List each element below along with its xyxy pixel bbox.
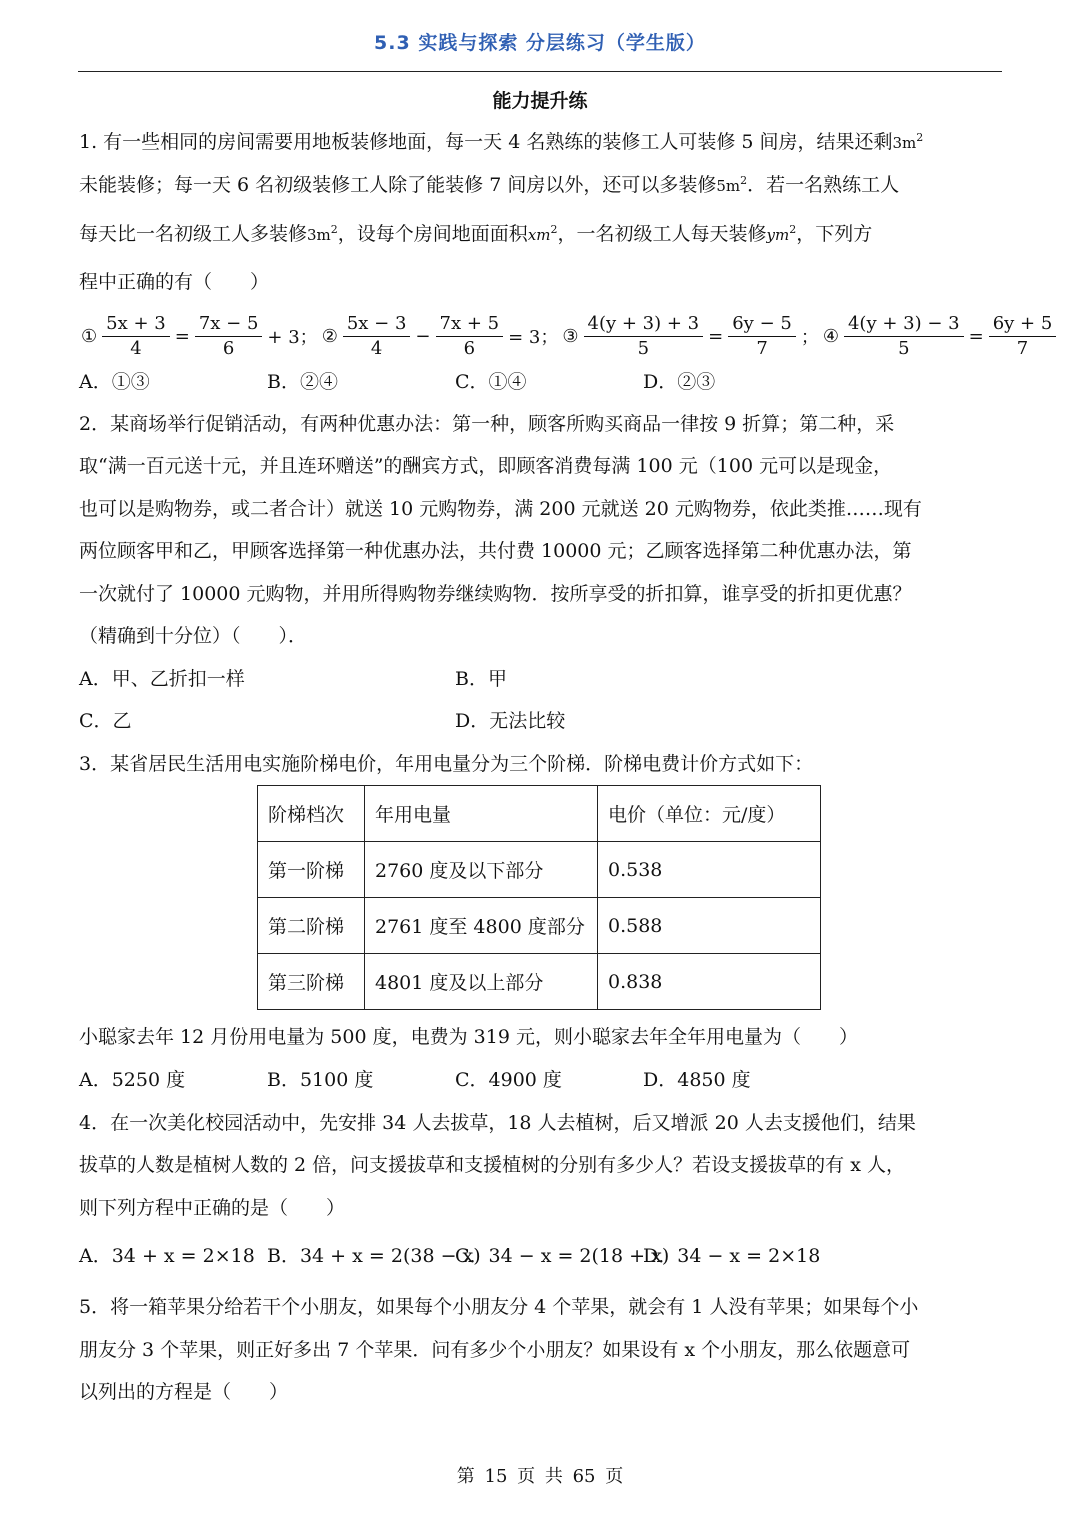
table-cell: 0.588 <box>598 898 821 954</box>
fraction: $\frac{7x + 5}{6}$ <box>436 313 504 359</box>
table-header-cell: 阶梯档次 <box>258 786 365 842</box>
q1-line-3: 每天比一名初级工人多装修$3m^2$，设每个房间地面面积$xm^2$，一名初级工人每天装修$ym^2$，下列方 <box>79 223 873 245</box>
q2-line-1: 2．某商场举行促销活动，有两种优惠办法：第一种，顾客所购买商品一律按 9 折算；第二种，采 <box>79 413 895 435</box>
q3-option-b[interactable]: B．5100 度 <box>267 1069 374 1091</box>
q4-line-3: 则下列方程中正确的是（ ） <box>79 1197 346 1219</box>
q4-option-c[interactable]: C．34 − x = 2(18 + x) <box>455 1245 670 1267</box>
q3-option-a[interactable]: A．5250 度 <box>79 1069 186 1091</box>
table-row <box>258 954 821 1010</box>
fraction: $\frac{6y + 5}{7}$ <box>989 313 1057 359</box>
q1-equations: ① $\frac{5x + 3}{4}$ = $\frac{7x - 5}{6}$ + 3； ② $\frac{5x - 3}{4}$ − $\frac{7x + 5}{6}$ = 3； ③ $\frac{4(y + 3) + 3}{5}$ = $\frac{6y - 5}{7}$ ； ④ $\frac{4(y + 3) - 3}{5}$ = $\frac{6y + 5}{7}$ <box>79 308 1059 364</box>
table-cell: 第三阶梯 <box>258 954 365 1010</box>
q1-option-d[interactable]: D．②③ <box>643 371 716 393</box>
table-header-cell: 电价（单位：元/度） <box>598 786 821 842</box>
fraction: $\frac{7x - 5}{6}$ <box>195 313 263 359</box>
fraction: $\frac{4(y + 3) - 3}{5}$ <box>844 313 964 359</box>
q3-option-d[interactable]: D．4850 度 <box>643 1069 751 1091</box>
fraction: $\frac{6y - 5}{7}$ <box>728 313 796 359</box>
table-row <box>258 842 821 898</box>
header-rule <box>78 71 1002 72</box>
table-cell: 第一阶梯 <box>258 842 365 898</box>
table-header-cell: 年用电量 <box>365 786 598 842</box>
tariff-table <box>257 785 821 1010</box>
q4-option-a[interactable]: A．34 + x = 2×18 <box>79 1245 255 1267</box>
q5-line-2: 朋友分 3 个苹果，则正好多出 7 个苹果．问有多少个小朋友？如果设有 x 个小朋友，那么依题意可 <box>79 1339 911 1361</box>
q5-line-1: 5．将一箱苹果分给若干个小朋友，如果每个小朋友分 4 个苹果，就会有 1 人没有苹果；如果每个小 <box>79 1296 919 1318</box>
table-cell: 0.538 <box>598 842 821 898</box>
q1-line-1: 1. 有一些相同的房间需要用地板装修地面，每一天 4 名熟练的装修工人可装修 5 间房，结果还剩$3m^2$ <box>79 131 924 153</box>
table-row <box>258 898 821 954</box>
q3-intro: 3．某省居民生活用电实施阶梯电价，年用电量分为三个阶梯．阶梯电费计价方式如下： <box>79 753 814 775</box>
table-cell: 2760 度及以下部分 <box>365 842 598 898</box>
q2-line-5: 一次就付了 10000 元购物，并用所得购物券继续购物．按所享受的折扣算，谁享受的折扣更优惠？ <box>79 583 912 605</box>
q5-line-3: 以列出的方程是（ ） <box>79 1381 289 1403</box>
q2-line-4: 两位顾客甲和乙，甲顾客选择第一种优惠办法，共付费 10000 元；乙顾客选择第二种优惠办法，第 <box>79 540 912 562</box>
table-header-row <box>258 786 821 842</box>
q1-option-a[interactable]: A．①③ <box>79 371 150 393</box>
q2-line-3: 也可以是购物券，或二者合计）就送 10 元购物券，满 200 元就送 20 元购物券，依此类推……现有 <box>79 498 922 520</box>
q2-line-2: 取“满一百元送十元，并且连环赠送”的酬宾方式，即顾客消费每满 100 元（100 元可以是现金， <box>79 455 893 477</box>
q4-option-b[interactable]: B．34 + x = 2(38 − x) <box>267 1245 481 1267</box>
table-cell: 0.838 <box>598 954 821 1010</box>
section-title: 能力提升练 <box>492 90 588 112</box>
q2-option-b[interactable]: B．甲 <box>455 668 507 690</box>
q4-line-1: 4．在一次美化校园活动中，先安排 34 人去拔草，18 人去植树，后又增派 20 人去支援他们，结果 <box>79 1112 916 1134</box>
page-footer: 第 15 页 共 65 页 <box>456 1466 624 1487</box>
table-cell: 第二阶梯 <box>258 898 365 954</box>
q4-line-2: 拔草的人数是植树人数的 2 倍，问支援拔草和支援植树的分别有多少人？若设支援拔草的有 x 人， <box>79 1154 905 1176</box>
q1-option-b[interactable]: B．②④ <box>267 371 338 393</box>
q1-option-c[interactable]: C．①④ <box>455 371 527 393</box>
q3-question: 小聪家去年 12 月份用电量为 500 度，电费为 319 元，则小聪家去年全年用电量为（ ） <box>79 1026 858 1048</box>
q2-option-c[interactable]: C．乙 <box>79 710 132 732</box>
table-cell: 4801 度及以上部分 <box>365 954 598 1010</box>
fraction: $\frac{4(y + 3) + 3}{5}$ <box>584 313 704 359</box>
fraction: $\frac{5x + 3}{4}$ <box>102 313 170 359</box>
page-header-title: 5.3 实践与探索 分层练习（学生版） <box>374 32 706 54</box>
q1-line-4: 程中正确的有（ ） <box>79 271 270 293</box>
table-cell: 2761 度至 4800 度部分 <box>365 898 598 954</box>
q3-option-c[interactable]: C．4900 度 <box>455 1069 562 1091</box>
q2-line-6: （精确到十分位）（ ）． <box>79 625 308 647</box>
q2-option-d[interactable]: D．无法比较 <box>455 710 566 732</box>
fraction: $\frac{5x - 3}{4}$ <box>343 313 411 359</box>
q4-option-d[interactable]: D．34 − x = 2×18 <box>643 1245 821 1267</box>
q2-option-a[interactable]: A．甲、乙折扣一样 <box>79 668 245 690</box>
q1-line-2: 未能装修；每一天 6 名初级装修工人除了能装修 7 间房以外，还可以多装修$5m^2$．若一名熟练工人 <box>79 174 900 196</box>
